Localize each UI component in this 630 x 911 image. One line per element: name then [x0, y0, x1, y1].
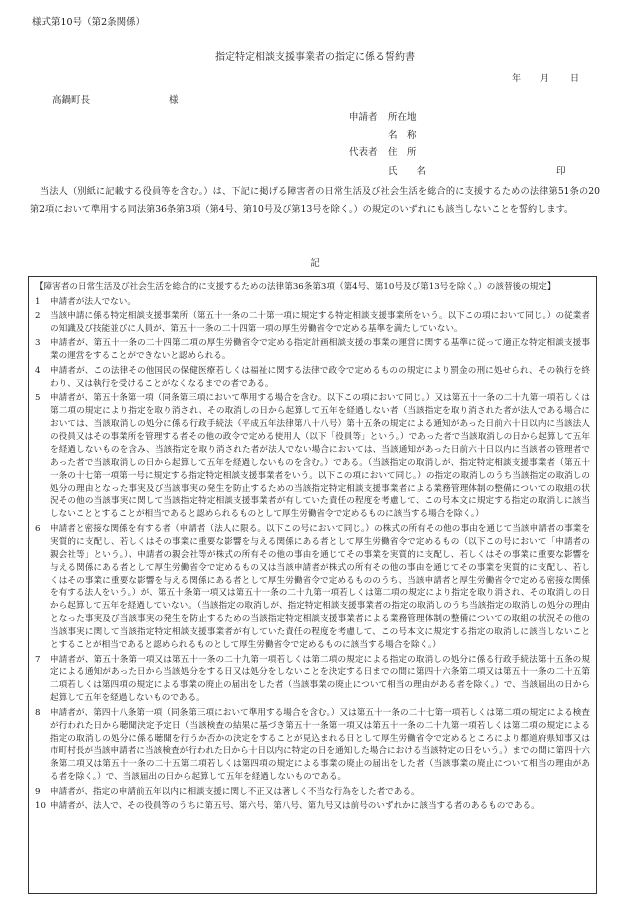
applicant-label: 申請者 — [349, 112, 378, 123]
addressee-name: 高鍋町長 — [52, 95, 91, 106]
provision-number: 10 — [35, 801, 46, 812]
provision-number: 7 — [35, 654, 41, 665]
addressee-suffix: 様 — [169, 95, 179, 106]
provisions-heading: 【障害者の日常生活及び社会生活を総合的に支援するための法律第36条第3項（第4号、第10号及び第13号を除く。）の該替後の規定】 — [35, 282, 556, 292]
provision-number: 3 — [35, 338, 41, 349]
provision-text: 申請者が法人でない。 — [50, 296, 136, 307]
provision-text: 申請者が、第五十条第一項（同条第三項において準用する場合を含む。以下この項において同じ。）又は第五十一条の二十九第一項若しくは第二項の規定により指定を取り消され、その取消しの日から起算して五年を経過しない者（当該指定を取り消された者が法人である場合においては、当該取消しの処分に係る行政手続法（平成五年法律第八十八号）第十五条の規定による通知があった日前六十日以内に当該法人の役員又はその事業所を管理する者その他の政令で定める使用人（以下「役員等」という。）であった者で当該取消しの日から起算して五年を経過しないものを含み、当該指定を取り消された者が法人でない場合においては、当該通知があった日前六十日以内に当該者の管理者であった者で当該取消しの日から起算して五年を経過しないものを含む。）である。（当該指定の取消しが、指定特定相談支援事業者（第五十一条の十七第一項第一号に規定する指定特定相談支援事業者をいう。以下この項において同じ。）の指定の取消しのうち当該指定の取消しの処分の理由となった事実及び当該事実の発生を防止するための当該指定特定相談支援事業者による業務管理体制の整備についての取組の状況その他の当該事実に関して当該指定特定相談支援事業者が有していた責任の程度を考慮して、この号本文に規定する指定の取消しに該当しないこととすることが相当であると認められるものとして厚生労働省令で定めるものに該当する場合を除く。） — [50, 393, 590, 520]
seal-mark: 印 — [556, 166, 566, 177]
provision-item — [35, 337, 590, 363]
representative-name-label: 氏 名 — [388, 166, 427, 177]
date-day: 日 — [570, 74, 580, 84]
provision-item — [35, 523, 590, 652]
representative-address-label: 住 所 — [388, 147, 417, 158]
provisions-box — [28, 276, 597, 894]
provision-number: 6 — [35, 523, 41, 534]
provision-item — [35, 310, 590, 336]
provision-number: 2 — [35, 311, 41, 321]
provision-item — [35, 392, 590, 521]
applicant-address-label: 所在地 — [388, 112, 417, 123]
provision-text: 申請者と密接な関係を有する者（申請者（法人に限る。以下この号において同じ。）の株式の所有その他の事由を通じて当該申請者の事業を実質的に支配し、若しくはその事業に重要な影響を与える関係にある者として厚生労働省令で定めるもの（以下この号において「申請者の親会社等」という。）、申請者の親会社等が株式の所有その他の事由を通じてその事業を実質的に支配し、若しくはその事業に重要な影響を与える関係にある者として厚生労働省令で定めるもの又は当該申請者が株式の所有その他の事由を通じてその事業を実質的に支配し、若しくはその事業に重要な影響を与える関係にある者として厚生労働省令で定めるもののうち、当該申請者と厚生労働省令で定める密接な関係を有する法人をいう。）が、第五十条第一項又は第五十一条の二十九第一項若しくは第二項の規定により指定を取り消され、その取消しの日から起算して五年を経過していない。（当該指定の取消しが、指定特定相談支援事業者の指定の取消しのうち当該指定の取消しの処分の理由となった事実及び当該事実の発生を防止するための当該指定特定相談支援事業者による業務管理体制の整備についての取組の状況その他の当該事実に関して当該指定特定相談支援事業者が有していた責任の程度を考慮して、この号本文に規定する指定の取消しに該当しないこととすることが相当であると認められるものとして厚生労働省令で定めるものに該当する場合を除く。） — [50, 523, 590, 651]
provision-item — [35, 296, 590, 309]
provision-text: 当該申請に係る特定相談支援事業所（第五十一条の二十第一項に規定する特定相談支援事業所をいう。以下この項において同じ。）の従業者の知識及び技能並びに人員が、第五十一条の二十四第一項の厚生労働省令で定める基準を満たしていない。 — [50, 311, 590, 334]
provision-number: 9 — [35, 786, 41, 797]
provision-item — [35, 800, 590, 813]
provision-text: 申請者が、第五十一条の二十四第二項の厚生労働省令で定める指定計画相談支援の事業の運営に関する基準に従って適正な特定相談支援事業の運営をすることができないと認められる。 — [50, 338, 590, 362]
provision-item — [35, 365, 590, 391]
provisions-list — [35, 296, 590, 814]
document-title: 指定特定相談支援事業者の指定に係る誓約書 — [215, 52, 415, 63]
provision-number: 1 — [35, 296, 41, 307]
provision-text: 申請者が、第五十条第一項又は第五十一条の二十九第一項若しくは第二項の規定による指定の取消しの処分に係る行政手続法第十五条の規定による通知があった日から当該処分をする日又は処分をしないことを決定する日までの間に第四十六条第二項又は第五十一条の二十五第二項若しくは第四項の規定による事業の廃止の届出をした者（当該事業の廃止について相当の理由がある者を除く。）で、当該届出の日から起算して五年を経過しないものである。 — [50, 654, 590, 704]
provision-text: 申請者が、第四十八条第一項（同条第三項において準用する場合を含む。）又は第五十一条の二十七第一項若しくは第二項の規定による検査が行われた日から聴聞決定予定日（当該検査の結果に基づき第五十一条第一項又は第五十一条の二十九第一項若しくは第二項の規定による指定の取消しの処分に係る聴聞を行うか否かの決定をすることが見込まれる日として厚生労働省令で定めるところにより都道府県知事又は市町村長が当該申請者に当該検査が行われた日から十日以内に特定の日を通知した場合における当該特定の日をいう。）までの間に第四十六条第二項又は第五十一条の二十五第二項若しくは第四項の規定による事業の廃止の届出をした者（当該事業の廃止について相当の理由がある者を除く。）で、当該届出の日から起算して五年を経過しないものである。 — [50, 707, 590, 783]
date-year: 年 — [512, 74, 522, 84]
representative-label: 代表者 — [349, 147, 378, 158]
provision-text: 申請者が、指定の申請前五年以内に相談支援に関し不正又は著しく不当な行為をした者である。 — [50, 786, 420, 797]
applicant-name-label: 名 称 — [388, 130, 417, 141]
provision-item — [35, 654, 590, 706]
ki-heading: 記 — [310, 258, 320, 269]
provision-item — [35, 786, 590, 799]
pledge-paragraph: 当法人（別紙に記載する役員等を含む。）は、下記に掲げる障害者の日常生活及び社会生活を総合的に支援するための法律第51条の20第2項において準用する同法第36条第3項（第4号、第10号及び第13号を除く。）の規定のいずれにも該当しないことを誓約します。 — [30, 186, 600, 215]
provision-number: 4 — [35, 365, 41, 376]
date-month: 月 — [540, 74, 550, 84]
addressee — [52, 92, 192, 106]
provision-number: 5 — [35, 393, 41, 404]
provision-item — [35, 707, 590, 784]
provision-text: 申請者が、この法律その他国民の保健医療若しくは福祉に関する法律で政令で定めるものの規定により罰金の刑に処せられ、その執行を終わり、又は執行を受けることがなくなるまでの者である。 — [50, 365, 590, 389]
provision-number: 8 — [35, 707, 41, 718]
form-number: 様式第10号（第2条関係） — [32, 17, 146, 28]
provision-text: 申請者が、法人で、その役員等のうちに第五号、第六号、第八号、第九号又は前号のいずれかに該当する者のあるものである。 — [50, 801, 540, 812]
